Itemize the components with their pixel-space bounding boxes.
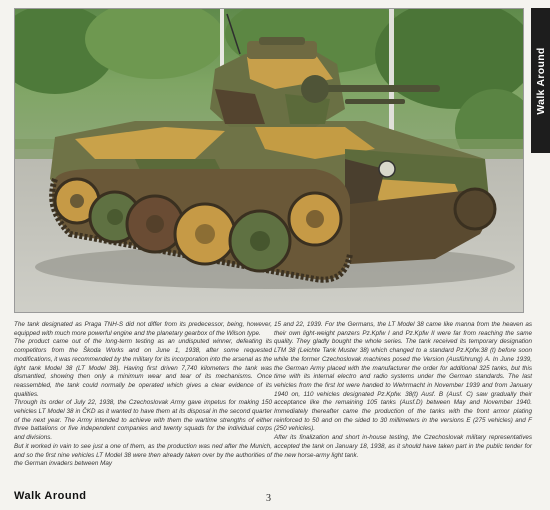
pole xyxy=(389,9,394,139)
pole xyxy=(220,9,224,69)
text-column-right xyxy=(274,321,532,460)
paragraph: After its finalization and short in-house testing, the Czechoslovak military representatives accepted the tank on January 18, 1938, as it should have taken part in the public tender for the new horse-army light tank. xyxy=(274,434,532,459)
tank-photo xyxy=(14,8,524,313)
section-tab-label: Walk Around xyxy=(534,46,547,115)
footer-title: Walk Around xyxy=(14,490,87,502)
paragraph: The product came out of the long-term testing as an undisputed winner, defeating its competitors from the Škoda Works and on June 1, 1938, after some requested modifications, it was recommended by the military for its incorporation into the arsenal as the light tank Model 38 (LT Model 38). Having first driven 7,740 kilometers the tank was dismantled, showing then only a minimum wear and tear of its mechanisms. Once reassembled, the tank could normally be operated which gives a clear evidence of its qualities. xyxy=(14,338,272,398)
paragraph: The tank designated as Praga TNH-S did not differ from its predecessor, being, however, equipped with much more powerful engine and the planetary gearbox of the Wilson type. xyxy=(14,321,272,337)
paragraph: But it worked in vain to see just a one of them, as the production was ned after the Munich, and so the first nine vehicles LT Model 38 were then already taken over by the authorities of the German invaders between May xyxy=(14,442,272,468)
section-tab xyxy=(531,8,550,153)
text-column-left xyxy=(14,321,272,469)
paragraph: 15 and 22, 1939. For the Germans, the LT Model 38 came like manna from the heaven as their own light-weight panzers Pz.Kpfw I and Pz.Kpfw II were far from reaching the same quality. They gladly bought the whole series. The tank received its temporary designation LTM 38 (Leichte Tank Muster 38) which changed to a standard Pz.Kpfw.38 (t) before soon while the former Czechoslovak machines posed the Version (Ausführung) A. In June 1939, the German Army placed with the manufacturer the order for additional 325 tanks, but this time with its internal electro and radio systems under the German standards. The last vehicles from the first lot were handed to Wehrmacht in November 1939 and from January 1940 on, 110 vehicles designated Pz.Kpfw. 38(t) Ausf. B (Ausf. C) saw gradually their acceptance like the remaining 105 tanks (Ausf.D) between May and November 1940. Immediately thereafter came the production of the tanks with the front armor plating reinforced to 50 and on the sided to 30 millimeters in the versions E (275 vehicles) and F (250 vehicles). xyxy=(274,321,532,433)
tank-illustration xyxy=(15,9,524,313)
page-number: 3 xyxy=(266,493,271,504)
paragraph: Through its order of July 22, 1938, the Czechoslovak Army gave impetus for making 150 vehicles LT Model 38 in ČKD as it wanted to have them at its disposal in the second quarter of the next year. The Army intended to achieve with them the wartime strengths of either three battalions or five independent companies and twenty squads for the individual corps and divisions. xyxy=(14,399,272,442)
